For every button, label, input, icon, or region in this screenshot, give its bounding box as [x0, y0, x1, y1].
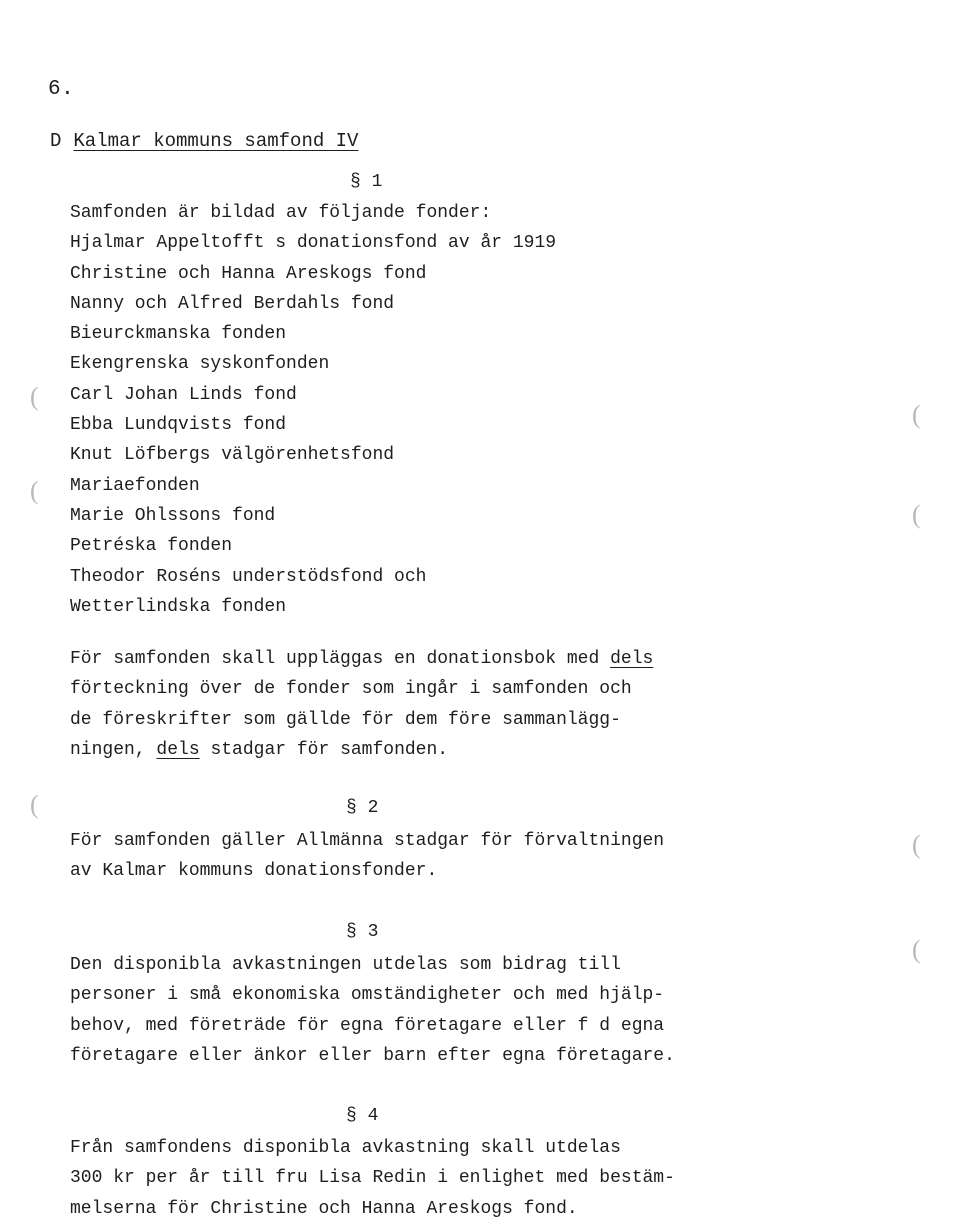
fund-list-item: Wetterlindska fonden: [70, 596, 287, 617]
fund-list-item: Knut Löfbergs välgörenhetsfond: [70, 445, 395, 466]
underlined-word: dels: [610, 649, 654, 669]
margin-bracket: (: [912, 830, 921, 859]
margin-bracket: (: [30, 382, 39, 411]
underlined-word: dels: [156, 739, 200, 760]
fund-list-item: Mariaefonden: [70, 475, 200, 496]
paragraph-line: Den disponibla avkastningen utdelas som bidrag till: [70, 955, 621, 975]
section-4-text: [70, 1133, 675, 1224]
section-2-text: [70, 826, 664, 887]
paragraph-line: [70, 644, 653, 674]
fund-list-item: Carl Johan Linds fond: [70, 384, 297, 405]
fund-list-item: Nanny och Alfred Berdahls fond: [70, 293, 395, 314]
margin-bracket: (: [30, 476, 39, 505]
margin-bracket: (: [912, 500, 921, 529]
margin-bracket: (: [912, 935, 921, 964]
section-1-mark: § 1: [350, 172, 383, 192]
margin-bracket: (: [30, 790, 39, 819]
paragraph-line: förteckning över de fonder som ingår i samfonden och: [70, 679, 632, 700]
fund-list-item: Christine och Hanna Areskogs fond: [70, 263, 427, 284]
fund-list-item: Ekengrenska syskonfonden: [70, 354, 330, 375]
page-number: 6.: [48, 78, 75, 101]
document-heading: [50, 130, 358, 152]
fund-list: [70, 198, 556, 622]
fund-list-item: Theodor Roséns understödsfond och: [70, 566, 427, 587]
donation-book-paragraph: [70, 644, 653, 765]
section-3-mark: § 3: [346, 922, 379, 942]
paragraph-line: behov, med företräde för egna företagare eller f d egna: [70, 1015, 665, 1036]
paragraph-line: melserna för Christine och Hanna Areskogs fond.: [70, 1198, 578, 1219]
fund-list-item: Hjalmar Appeltofft s donationsfond av år 1919: [70, 233, 557, 254]
paragraph-line: personer i små ekonomiska omständigheter och med hjälp-: [70, 985, 665, 1006]
fund-list-intro: Samfonden är bildad av följande fonder:: [70, 203, 492, 223]
fund-list-item: Bieurckmanska fonden: [70, 324, 287, 345]
paragraph-text: ningen,: [70, 739, 157, 760]
paragraph-line: de föreskrifter som gällde för dem före sammanlägg-: [70, 709, 621, 730]
paragraph-line: För samfonden gäller Allmänna stadgar för förvaltningen: [70, 831, 665, 851]
paragraph-line: 300 kr per år till fru Lisa Redin i enlighet med bestäm-: [70, 1168, 675, 1189]
margin-bracket: (: [912, 400, 921, 429]
paragraph-line: [70, 735, 653, 765]
fund-list-item: Petréska fonden: [70, 536, 233, 557]
paragraph-line: Från samfondens disponibla avkastning skall utdelas: [70, 1138, 621, 1158]
section-2-mark: § 2: [346, 798, 379, 818]
paragraph-line: företagare eller änkor eller barn efter egna företagare.: [70, 1045, 675, 1066]
section-3-text: [70, 950, 675, 1071]
paragraph-line: av Kalmar kommuns donationsfonder.: [70, 861, 438, 882]
section-4-mark: § 4: [346, 1106, 379, 1126]
fund-list-item: Marie Ohlssons fond: [70, 505, 276, 526]
fund-list-item: Ebba Lundqvists fond: [70, 415, 287, 436]
heading-letter: D: [50, 130, 62, 152]
paragraph-text: stadgar för samfonden.: [199, 739, 449, 760]
paragraph-text: För samfonden skall uppläggas en donationsbok med: [70, 649, 611, 669]
heading-title: Kalmar kommuns samfond IV: [73, 130, 359, 152]
